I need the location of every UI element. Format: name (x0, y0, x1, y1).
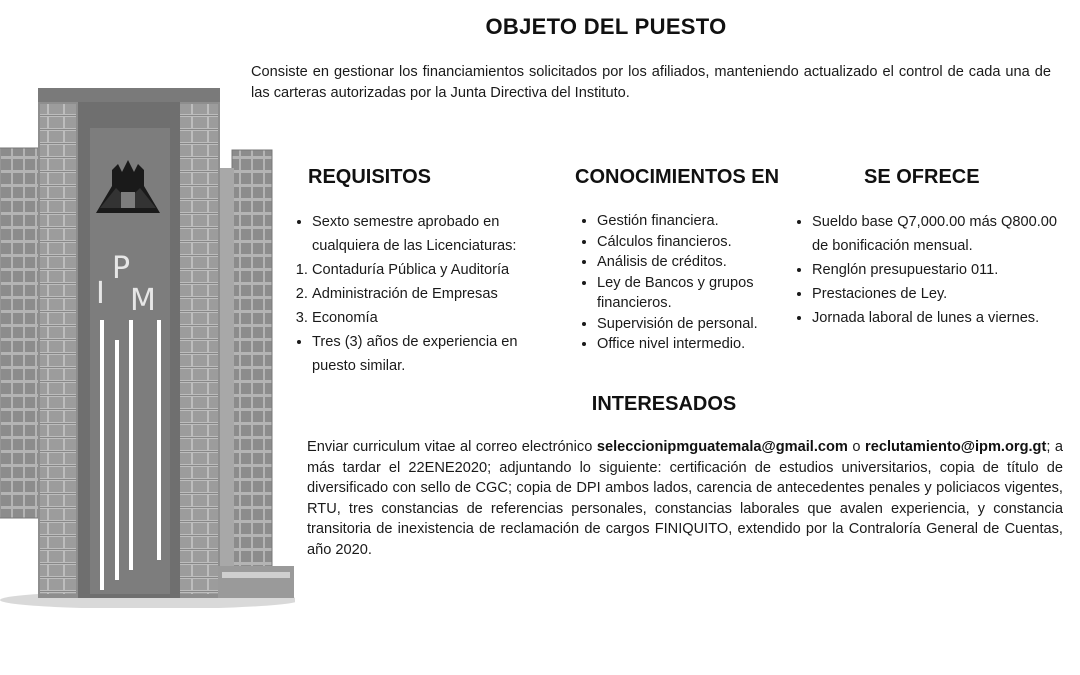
instructions-text: Enviar curriculum vitae al correo electrónico (307, 439, 597, 455)
list-item: • Tres (3) años de experiencia en puesto similar. (312, 330, 541, 378)
list-item: • Supervisión de personal. (597, 314, 780, 335)
offer-list (796, 210, 1064, 330)
logo-letter-p: P (112, 251, 131, 286)
list-item: • Sueldo base Q7,000.00 más Q800.00 de bonificación mensual. (812, 210, 1064, 258)
list-item: • Prestaciones de Ley. (812, 282, 1064, 306)
logo-letter-i: I (96, 276, 105, 311)
email-link-seleccion[interactable]: seleccionipmguatemala@gmail.com (596, 439, 848, 455)
application-instructions (307, 437, 1063, 560)
objective-text: Consiste en gestionar los financiamientos solicitados por los afiliados, manteniendo actualizado el control de cada una de las carteras autorizadas por la Junta Directiva del Instituto. (251, 64, 1051, 101)
list-item: • Análisis de créditos. (597, 252, 780, 273)
knowledge-heading: CONOCIMIENTOS EN (575, 166, 780, 188)
list-item: 2. Administración de Empresas (312, 282, 541, 306)
list-item: • Ley de Bancos y grupos financieros. (597, 273, 780, 314)
logo-letter-m: M (130, 283, 156, 318)
requirements-heading: REQUISITOS (308, 166, 431, 188)
knowledge-list (580, 211, 780, 355)
email-link-reclutamiento[interactable]: reclutamiento@ipm.org.gt (865, 439, 1047, 455)
requirements-list (296, 210, 541, 378)
list-item: • Sexto semestre aprobado en cualquiera de las Licenciaturas: (312, 210, 541, 258)
interested-heading: INTERESADOS (591, 393, 737, 415)
list-item: 3. Economía (312, 306, 541, 330)
list-item: • Cálculos financieros. (597, 232, 780, 253)
instructions-text: ; a más tardar el 22ENE2020; adjuntando lo siguiente: certificación de estudios universitarios, copia de título de diversificado con sello de CGC; copia de DPI ambos lados, carencia de antecedentes penales y policiacos vigentes, RTU, tres constancias de referencias personales, constancias laborales que avalen experiencia, y constancia transitoria de inexistencia de reclamación de cargos FINIQUITO, extendido por la Contraloría General de Cuentas, año 2020. (307, 439, 1063, 558)
list-item: • Office nivel intermedio. (597, 334, 780, 355)
page-title: OBJETO DEL PUESTO (485, 14, 727, 39)
list-item: • Gestión financiera. (597, 211, 780, 232)
list-item: 1. Contaduría Pública y Auditoría (312, 258, 541, 282)
building-illustration (0, 88, 295, 608)
list-item: • Jornada laboral de lunes a viernes. (812, 306, 1064, 330)
offer-heading: SE OFRECE (864, 166, 980, 188)
list-item: • Renglón presupuestario 011. (812, 258, 1064, 282)
instructions-text: o (847, 439, 866, 455)
